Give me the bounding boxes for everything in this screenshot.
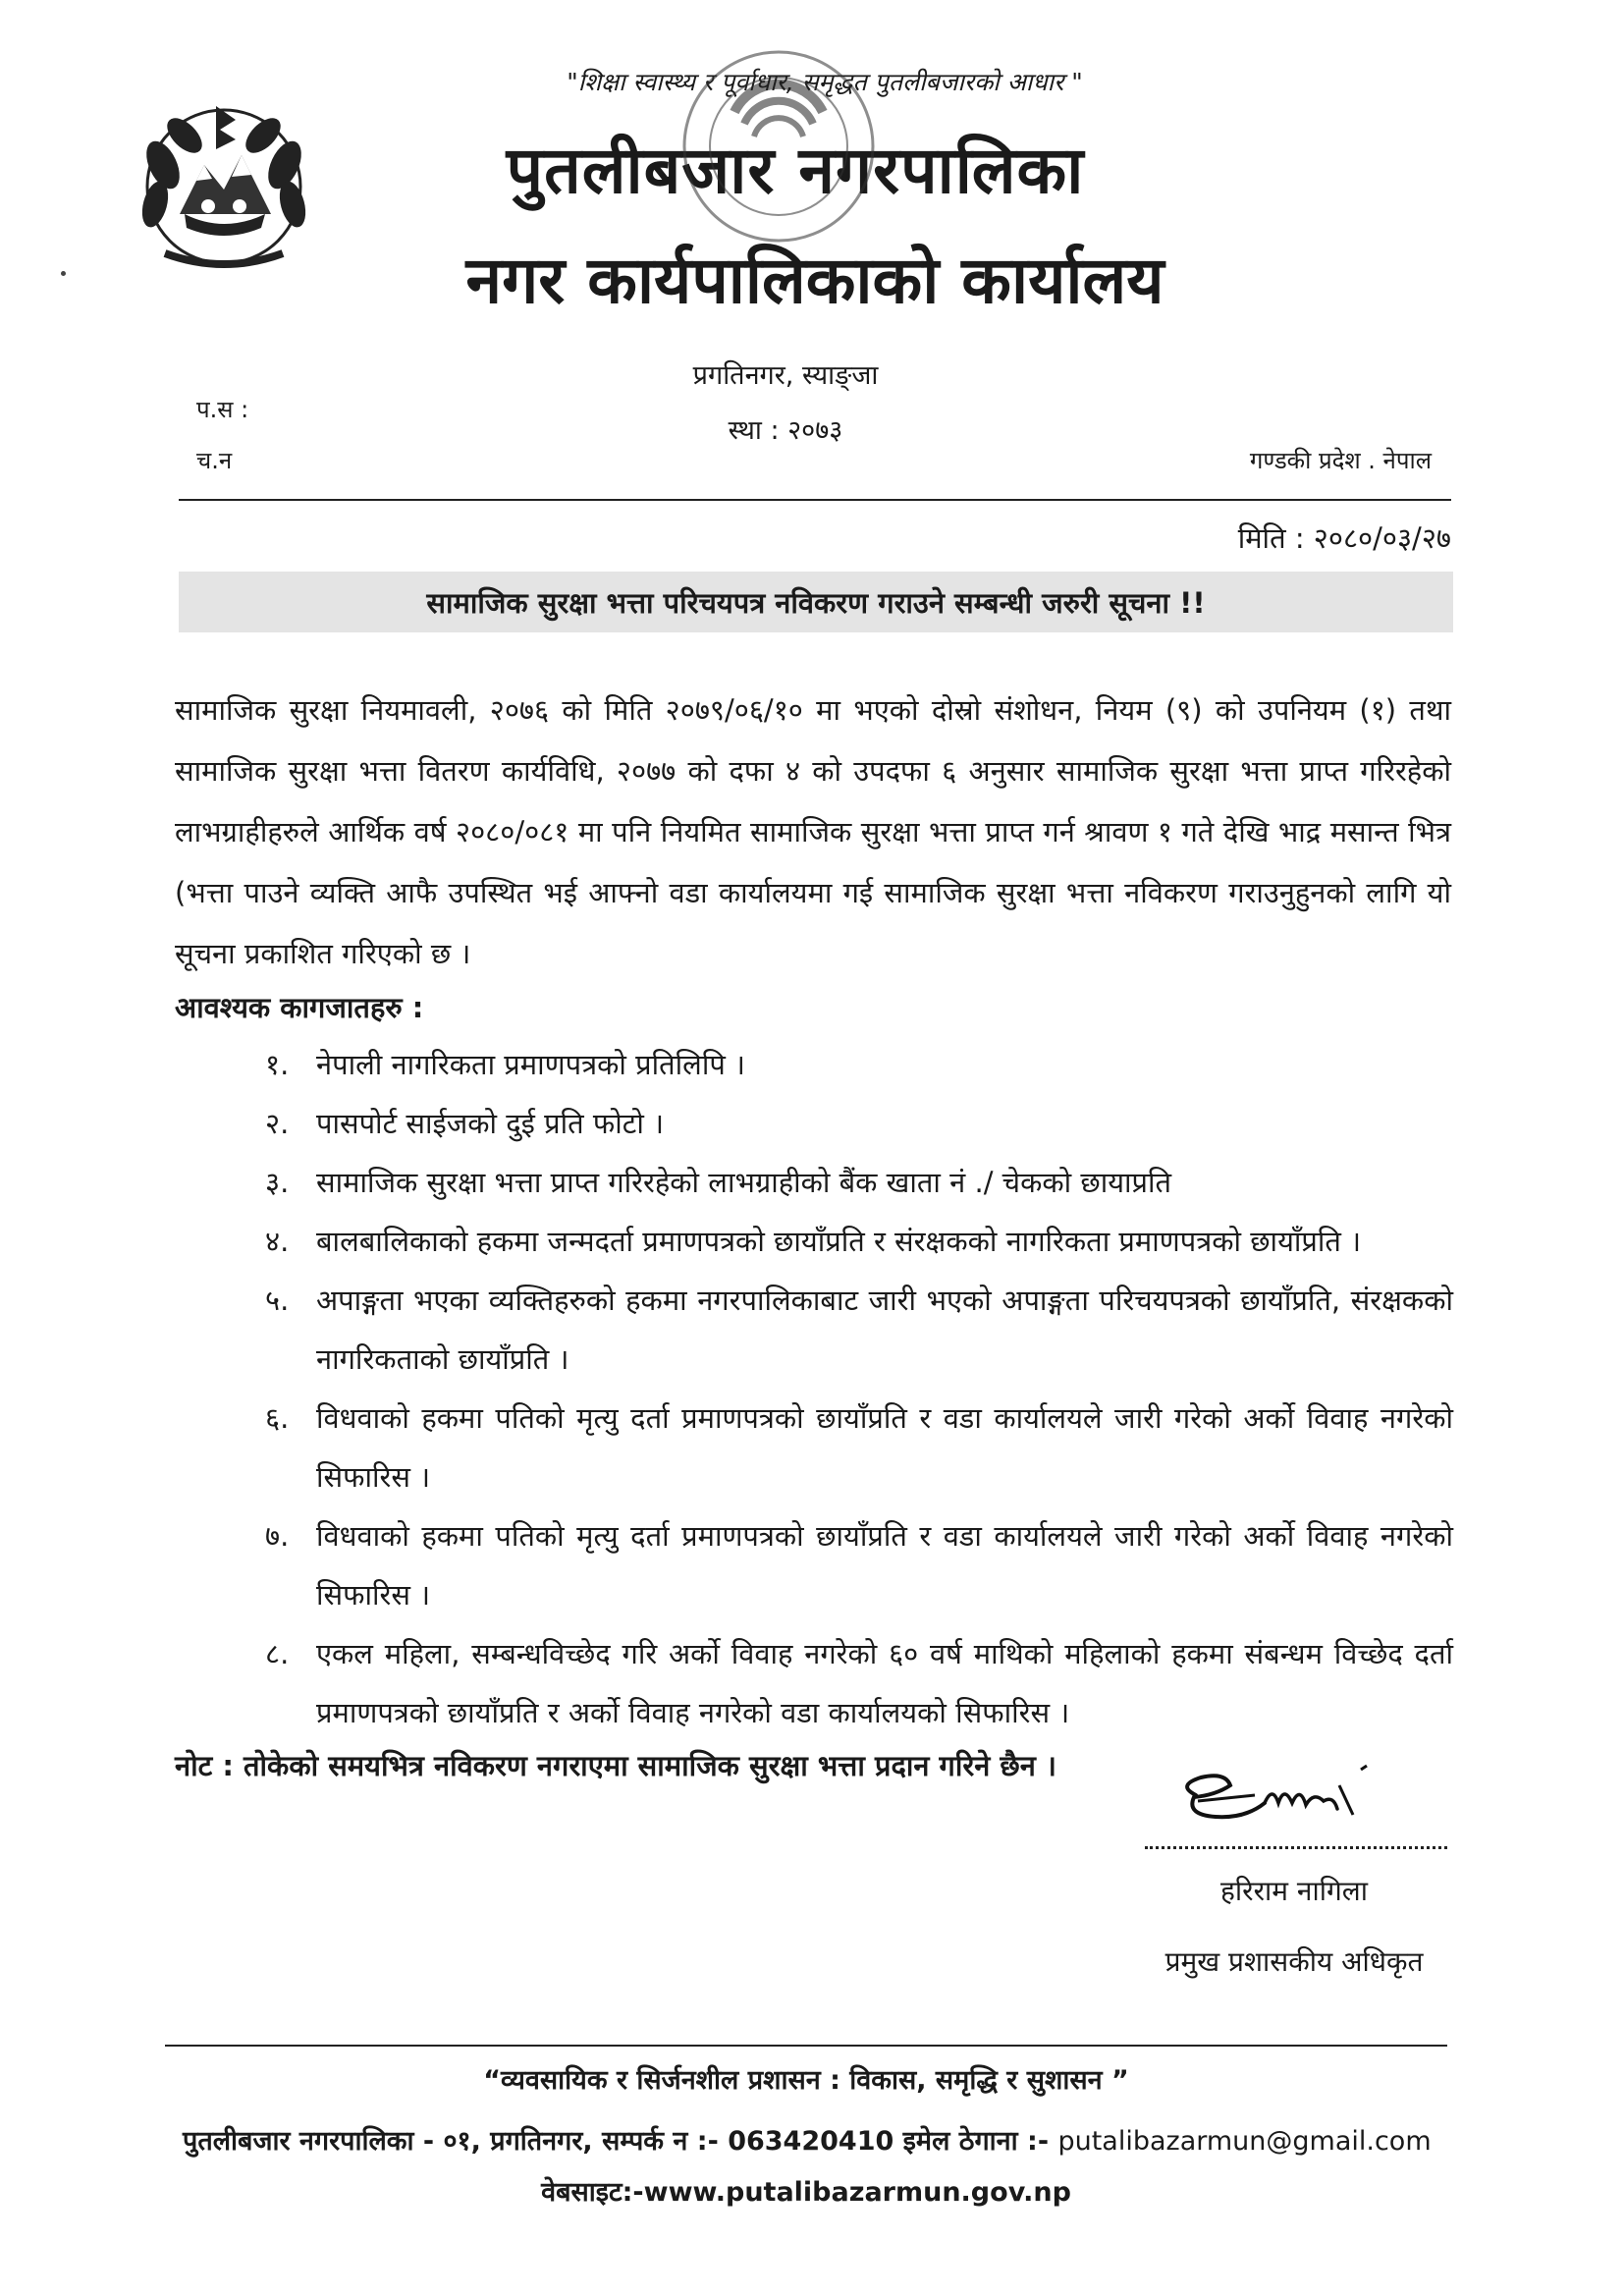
list-item <box>265 1389 1453 1506</box>
office-name: पुतलीबजार नगरपालिका <box>506 133 1085 208</box>
notice-body: सामाजिक सुरक्षा नियमावली, २०७६ को मिति २०७९/०६/१० मा भएको दोस्रो संशोधन, नियम (९) को उपनियम (१) तथा सामाजिक सुरक्षा भत्ता वितरण कार्यविधि, २०७७ को दफा ४ को उपदफा ६ अनुसार सामाजिक सुरक्षा भत्ता प्राप्त गरिरहेको लाभग्राहीहरुले आर्थिक वर्ष २०८०/०८१ मा पनि नियमित सामाजिक सुरक्षा भत्ता प्राप्त गर्न श्रावण १ गते देखि भाद्र मसान्त भित्र (भत्ता पाउने व्यक्ति आफै उपस्थित भई आफ्नो वडा कार्यालयमा गई सामाजिक सुरक्षा भत्ता नविकरण गराउनुहुनको लागि यो सूचना प्रकाशित गरिएको छ । <box>175 693 1451 970</box>
website-link[interactable]: वेबसाइट:-www.putalibazarmun.gov.np <box>541 2177 1071 2208</box>
nepal-emblem-icon <box>126 96 322 279</box>
contact-text: पुतलीबजार नगरपालिका - ०१, प्रगतिनगर, सम्पर्क न :- 063420410 इमेल ठेगाना :- <box>183 2126 1058 2157</box>
requirements-list <box>265 1035 1453 1742</box>
item-text: विधवाको हकमा पतिको मृत्यु दर्ता प्रमाणपत्रको छायाँप्रति र वडा कार्यालयले जारी गरेको अर्को विवाह नगरेको सिफारिस । <box>316 1401 1453 1494</box>
list-item <box>265 1271 1453 1389</box>
signer-name: हरिराम नागिला <box>1220 1875 1368 1907</box>
item-text: अपाङ्गता भएका व्यक्तिहरुको हकमा नगरपालिकाबाट जारी भएको अपाङ्गता परिचयपत्रको छायाँप्रति, संरक्षकको नागरिकताको छायाँप्रति । <box>316 1284 1453 1376</box>
signer-title: प्रमुख प्रशासकीय अधिकृत <box>1164 1945 1424 1978</box>
footer-divider <box>165 2045 1447 2047</box>
office-subtitle: नगर कार्यपालिकाको कार्यालय <box>465 243 1164 318</box>
item-number: २. <box>265 1107 290 1140</box>
item-number: ७. <box>265 1519 290 1553</box>
list-item <box>265 1212 1453 1271</box>
municipality-seal-stamp <box>676 43 882 249</box>
requirements-heading: आवश्यक कागजातहरु : <box>175 991 424 1024</box>
item-number: १. <box>265 1048 290 1081</box>
item-text: विधवाको हकमा पतिको मृत्यु दर्ता प्रमाणपत्रको छायाँप्रति र वडा कार्यालयले जारी गरेको अर्को विवाह नगरेको सिफारिस । <box>316 1519 1453 1612</box>
list-item <box>265 1624 1453 1742</box>
dispatch-number-label: च.न <box>196 447 233 474</box>
notice-subject: सामाजिक सुरक्षा भत्ता परिचयपत्र नविकरण गराउने सम्बन्धी जरुरी सूचना !! <box>426 586 1206 620</box>
item-number: ८. <box>265 1637 290 1670</box>
item-text: बालबालिकाको हकमा जन्मदर्ता प्रमाणपत्रको छायाँप्रति र संरक्षकको नागरिकता प्रमाणपत्रको छायाँप्रति । <box>316 1225 1362 1258</box>
notice-note: नोट : तोकेको समयभित्र नविकरण नगराएमा सामाजिक सुरक्षा भत्ता प्रदान गरिने छैन । <box>175 1749 1056 1782</box>
item-text: नेपाली नागरिकता प्रमाणपत्रको प्रतिलिपि । <box>316 1048 746 1081</box>
item-text: पासपोर्ट साईजको दुई प्रति फोटो । <box>316 1107 665 1140</box>
footer-contact <box>183 2121 1459 2158</box>
signature-line <box>1145 1846 1447 1849</box>
scan-speck <box>61 271 66 276</box>
item-number: ३. <box>265 1166 290 1199</box>
list-item <box>265 1094 1453 1153</box>
item-text: एकल महिला, सम्बन्धविच्छेद गरि अर्को विवाह नगरेको ६० वर्ष माथिको महिलाको हकमा संबन्धम विच्छेद दर्ता प्रमाणपत्रको छायाँप्रति र अर्को विवाह नगरेको वडा कार्यालयको सिफारिस । <box>316 1637 1453 1729</box>
province-label: गण्डकी प्रदेश . नेपाल <box>1249 447 1432 474</box>
motto: "शिक्षा स्वास्थ्य र पूर्वाधार, समृद्धत पुतलीबजारको आधार " <box>567 68 1083 96</box>
item-number: ४. <box>265 1225 290 1258</box>
office-address: प्रगतिनगर, स्याङ्जा <box>692 360 879 391</box>
letter-number-label: प.स : <box>196 396 249 423</box>
list-item <box>265 1035 1453 1094</box>
item-text: सामाजिक सुरक्षा भत्ता प्राप्त गरिरहेको लाभग्राहीको बैंक खाता नं ./ चेकको छायाप्रति <box>316 1166 1172 1199</box>
list-item <box>265 1153 1453 1212</box>
item-number: ५. <box>265 1284 290 1317</box>
header-divider <box>179 499 1451 501</box>
list-item <box>265 1506 1453 1624</box>
email-link[interactable]: putalibazarmun@gmail.com <box>1057 2126 1432 2157</box>
footer-slogan: “व्यवसायिक र सिर्जनशील प्रशासन : विकास, समृद्धि र सुशासन ” <box>483 2065 1129 2096</box>
item-number: ६. <box>265 1401 290 1435</box>
notice-date: मिति : २०८०/०३/२७ <box>1237 521 1451 555</box>
handwritten-signature <box>1157 1756 1451 1844</box>
established-year: स्था : २०७३ <box>728 415 843 446</box>
